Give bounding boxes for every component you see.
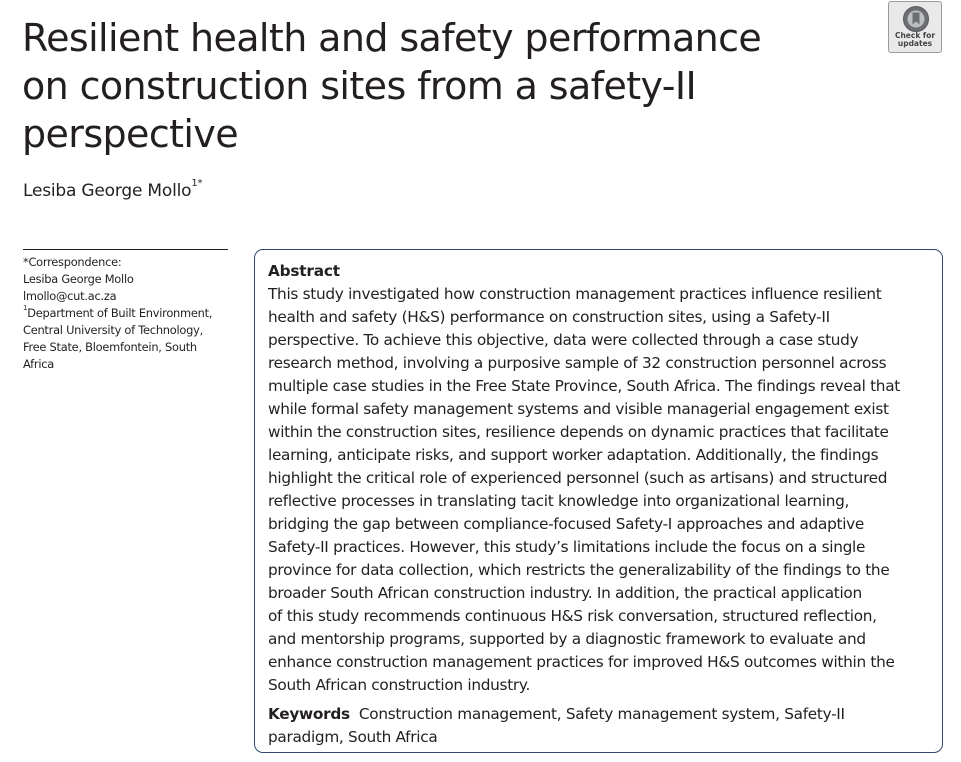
abstract-line: within the construction sites, resilience depends on dynamic practices that facilitate bbox=[268, 423, 889, 441]
abstract-line: This study investigated how construction management practices influence resilient bbox=[268, 285, 882, 303]
badge-label: Check for updates bbox=[894, 31, 936, 48]
keywords-block bbox=[268, 703, 938, 749]
title-line: on construction sites from a safety-II bbox=[22, 64, 697, 108]
abstract-line: perspective. To achieve this objective, data were collected through a case study bbox=[268, 331, 859, 349]
abstract-line: reflective processes in translating tacit knowledge into organizational learning, bbox=[268, 492, 850, 510]
affiliation-line: Africa bbox=[23, 357, 54, 371]
abstract-line: health and safety (H&S) performance on construction sites, using a Safety-II bbox=[268, 308, 830, 326]
abstract-heading: Abstract bbox=[268, 262, 340, 280]
keywords-text: Construction management, Safety management system, Safety-II bbox=[358, 705, 845, 723]
abstract-line: learning, anticipate risks, and support worker adaptation. Additionally, the findings bbox=[268, 446, 879, 464]
abstract-line: multiple case studies in the Free State Province, South Africa. The findings reveal that bbox=[268, 377, 900, 395]
affiliation-line: Free State, Bloemfontein, South bbox=[23, 340, 197, 354]
abstract-line: South African construction industry. bbox=[268, 676, 531, 694]
abstract-line: while formal safety management systems and visible managerial engagement exist bbox=[268, 400, 889, 418]
affiliation-line: Central University of Technology, bbox=[23, 323, 203, 337]
abstract-line: and mentorship programs, supported by a diagnostic framework to evaluate and bbox=[268, 630, 866, 648]
abstract-line: highlight the critical role of experienced personnel (such as artisans) and structured bbox=[268, 469, 888, 487]
bookmark-circle-icon bbox=[902, 5, 930, 33]
correspondence-block bbox=[23, 249, 228, 373]
abstract-line: enhance construction management practices for improved H&S outcomes within the bbox=[268, 653, 895, 671]
abstract-body bbox=[268, 283, 938, 697]
abstract-line: bridging the gap between compliance-focused Safety-I approaches and adaptive bbox=[268, 515, 865, 533]
correspondence-email[interactable]: lmollo@cut.ac.za bbox=[23, 289, 117, 303]
abstract-box bbox=[254, 249, 943, 753]
title-line: Resilient health and safety performance bbox=[22, 16, 762, 60]
abstract-line: broader South African construction industry. In addition, the practical application bbox=[268, 584, 862, 602]
author-name: Lesiba George Mollo bbox=[23, 181, 192, 201]
affiliation-line: $^1$Department of Built Environment, bbox=[23, 304, 213, 320]
abstract-line: Safety-II practices. However, this study’s limitations include the focus on a single bbox=[268, 538, 866, 556]
correspondence-name: Lesiba George Mollo bbox=[23, 272, 134, 286]
correspondence-label: *Correspondence: bbox=[23, 255, 122, 269]
keywords-line bbox=[268, 703, 938, 726]
abstract-content bbox=[268, 260, 938, 749]
article-title bbox=[22, 14, 822, 158]
abstract-line: province for data collection, which restricts the generalizability of the findings to the bbox=[268, 561, 890, 579]
affiliation-mark: 1 bbox=[23, 304, 28, 312]
keywords-line: paradigm, South Africa bbox=[268, 728, 438, 746]
author-affiliation-mark: 1* bbox=[191, 178, 203, 189]
check-for-updates-badge[interactable] bbox=[888, 1, 942, 53]
abstract-line: research method, involving a purposive sample of 32 construction personnel across bbox=[268, 354, 887, 372]
author-line bbox=[23, 178, 203, 201]
abstract-line: of this study recommends continuous H&S risk conversation, structured reflection, bbox=[268, 607, 877, 625]
title-line: perspective bbox=[22, 112, 239, 156]
keywords-label: Keywords bbox=[268, 705, 350, 723]
